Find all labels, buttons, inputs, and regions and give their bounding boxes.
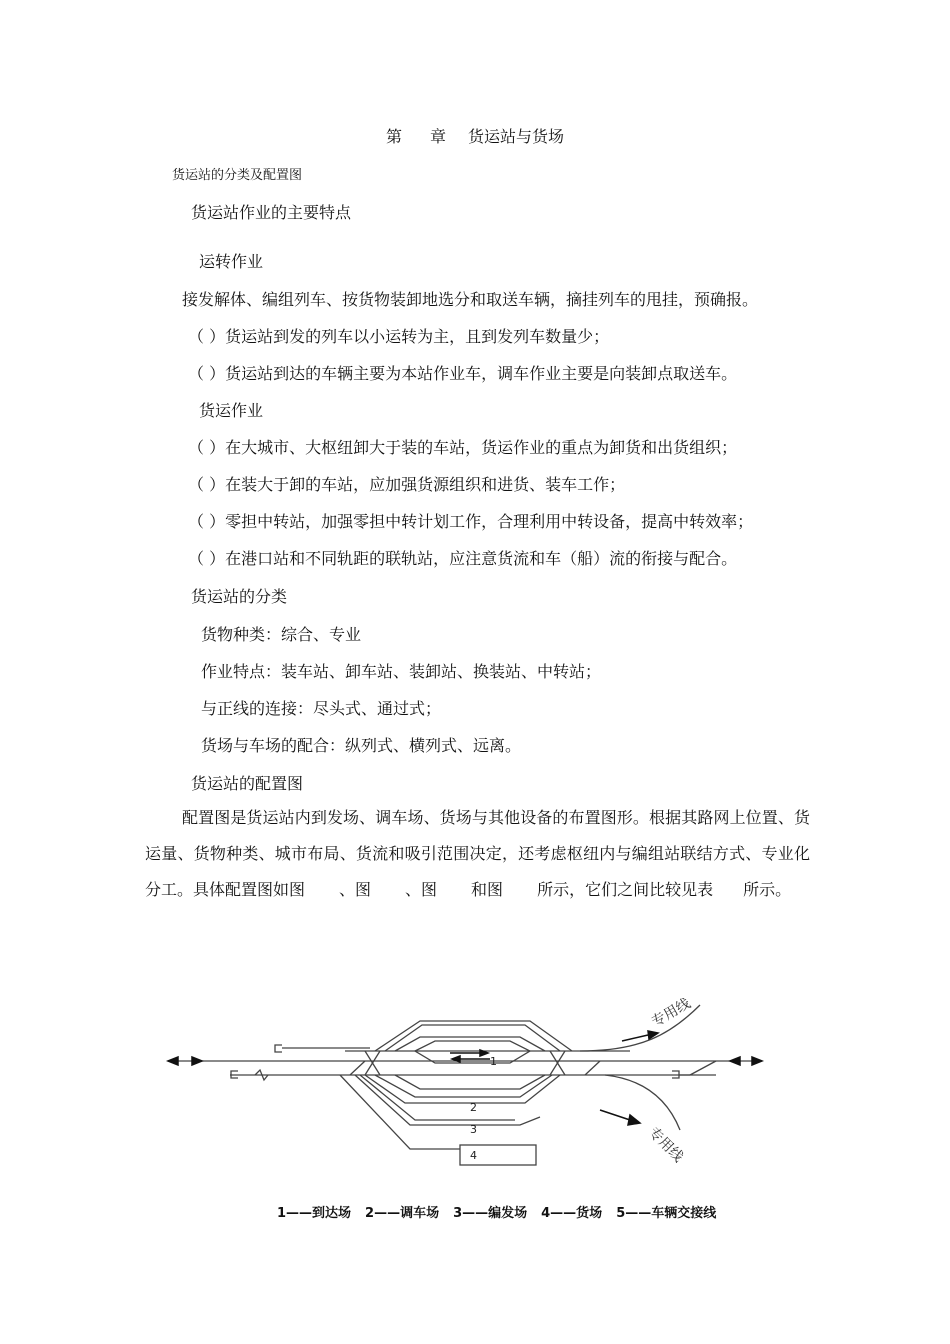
legend-item-4: 4——货场	[541, 1206, 603, 1221]
layout-text-1: 配置图是货运站内到发场、调车场、货场与其他设备的布置图形。根据其路网上位置、货运量、货物种类、城市布局、货流和吸引范围决定，还考虑枢纽内与编组站联结方式、专业化分工。具体配置图如图	[145, 808, 810, 899]
yard-label-3: 3	[470, 1123, 477, 1136]
private-siding-lower	[605, 1075, 680, 1130]
chapter-title	[0, 124, 950, 147]
layout-text-2: 、图	[339, 880, 372, 899]
chapter-name: 货运站与货场	[468, 127, 565, 146]
legend-item-2: 2——调车场	[365, 1206, 440, 1221]
siding-label-upper: 专用线	[649, 995, 694, 1031]
class-item-1: 货物种类：综合、专业	[201, 625, 362, 644]
section-subtitle: 货运站的分类及配置图	[172, 168, 303, 183]
yard-label-2: 2	[470, 1101, 477, 1114]
transfer-heading: 运转作业	[199, 252, 264, 271]
features-heading: 货运站作业的主要特点	[191, 203, 352, 222]
freight-item-2: （ ）在装大于卸的车站，应加强货源组织和进货、装车工作；	[188, 475, 626, 494]
layout-text-4: 和图	[471, 880, 504, 899]
layout-text-3: 、图	[405, 880, 438, 899]
layout-heading: 货运站的配置图	[191, 774, 304, 793]
legend-item-1: 1——到达场	[277, 1206, 352, 1221]
transfer-item-1: （ ）货运站到发的列车以小运转为主，且到发列车数量少；	[188, 327, 610, 346]
chapter-prefix: 第	[385, 127, 402, 146]
layout-paragraph	[145, 800, 810, 908]
transfer-item-2: （ ）货运站到达的车辆主要为本站作业车，调车作业主要是向装卸点取送车。	[188, 364, 738, 383]
chapter-word: 章	[429, 127, 446, 146]
class-heading: 货运站的分类	[191, 587, 288, 606]
left-arrow-icon	[168, 1057, 178, 1065]
siding-label-lower: 专用线	[645, 1124, 687, 1166]
transfer-text: 接发解体、编组列车、按货物装卸地选分和取送车辆，摘挂列车的甩挂，预确报。	[182, 290, 759, 309]
right-arrow-icon	[752, 1057, 762, 1065]
class-item-2: 作业特点：装车站、卸车站、装卸站、换装站、中转站；	[201, 662, 602, 681]
yard-label-1: 1	[490, 1055, 497, 1068]
class-item-4: 货场与车场的配合：纵列式、横列式、远离。	[201, 736, 522, 755]
layout-text-6: 所示。	[743, 880, 792, 899]
class-item-3: 与正线的连接：尽头式、通过式；	[201, 699, 442, 718]
freight-item-3: （ ）零担中转站，加强零担中转计划工作，合理利用中转设备，提高中转效率；	[188, 512, 754, 531]
yard-label-4: 4	[470, 1149, 477, 1162]
freight-station-layout-diagram	[160, 985, 780, 1205]
freight-item-4: （ ）在港口站和不同轨距的联轨站，应注意货流和车（船）流的衔接与配合。	[188, 549, 738, 568]
layout-text-5: 所示，它们之间比较见表	[537, 880, 714, 899]
legend-item-5: 5——车辆交接线	[616, 1206, 717, 1221]
diagram-legend	[277, 1202, 730, 1221]
freight-heading: 货运作业	[199, 401, 264, 420]
legend-item-3: 3——编发场	[453, 1206, 528, 1221]
freight-item-1: （ ）在大城市、大枢纽卸大于装的车站，货运作业的重点为卸货和出货组织；	[188, 438, 738, 457]
stub-end-left-upper	[275, 1045, 282, 1052]
